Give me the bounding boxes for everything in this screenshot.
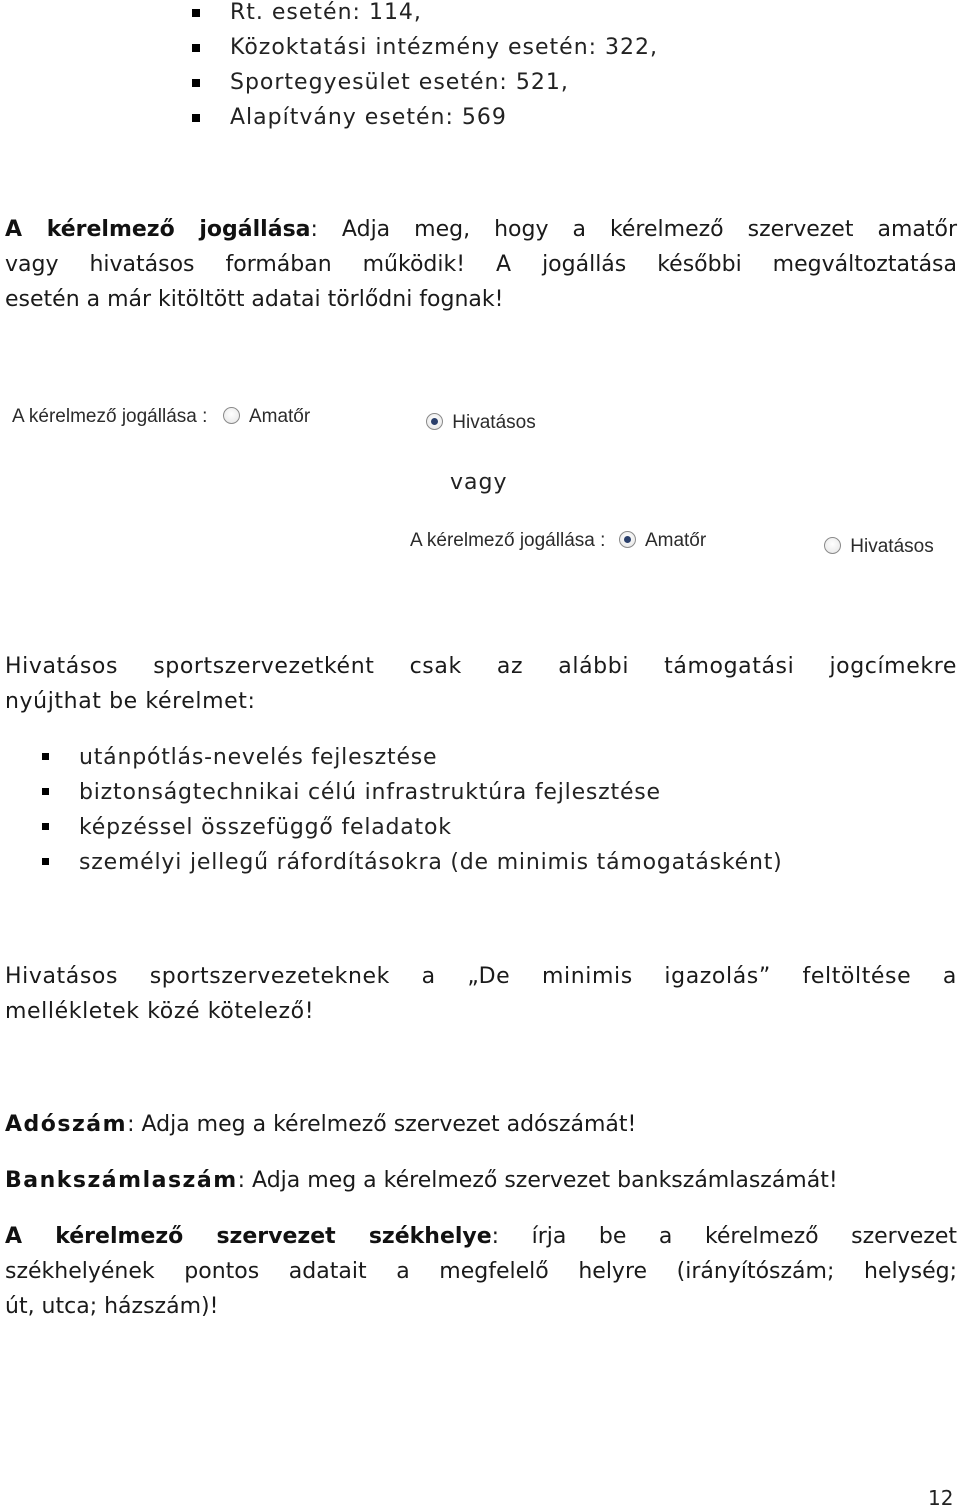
- szekhely-term: A kérelmező szervezet székhelye: [5, 1224, 492, 1249]
- szekhely-paragraph: [5, 1219, 957, 1324]
- jogallas-line-1: [5, 212, 957, 247]
- bullet-icon: [192, 79, 200, 87]
- jogallas-form-hivatasos: [12, 406, 310, 428]
- jogallas-form-hivatasos-option: [426, 412, 536, 434]
- list-item: képzéssel összefüggő feladatok: [79, 815, 452, 840]
- list-item: biztonságtechnikai célú infrastruktúra fejlesztése: [79, 780, 661, 805]
- adoszam-text: : Adja meg a kérelmező szervezet adószámát!: [127, 1112, 637, 1137]
- jogallas-sep: :: [310, 217, 318, 242]
- deminimis-line-1: Hivatásos sportszervezeteknek a „De minimis igazolás” feltöltése a: [5, 964, 957, 989]
- radio-amator-label: Amatőr: [644, 530, 707, 551]
- list-item: Sportegyesület esetén: 521,: [230, 70, 569, 95]
- bankszamla-term: Bankszámlaszám: [5, 1168, 238, 1193]
- radio-hivatasos-label: Hivatásos: [452, 412, 536, 433]
- page-number: 12: [928, 1486, 954, 1510]
- jogallas-line1-text: Adja meg, hogy a kérelmező szervezet amatőr: [317, 217, 957, 242]
- list-item: utánpótlás-nevelés fejlesztése: [79, 745, 438, 770]
- bullet-icon: [192, 44, 200, 52]
- jogallas-line-2: vagy hivatásos formában működik! A jogállás későbbi megváltoztatása: [5, 252, 957, 277]
- deminimis-paragraph: [5, 959, 957, 1029]
- szekhely-line-2: székhelyének pontos adatait a megfelelő helyre (irányítószám; helység;: [5, 1259, 957, 1284]
- jogallas-line-3: esetén a már kitöltött adatai törlődni fognak!: [5, 287, 504, 312]
- radio-amator[interactable]: [223, 407, 240, 424]
- radio-hivatasos[interactable]: [824, 537, 841, 554]
- bankszamla-text: : Adja meg a kérelmező szervezet bankszámlaszámát!: [237, 1168, 838, 1193]
- intro-line-2: nyújthat be kérelmet:: [5, 689, 256, 714]
- bullet-icon: [42, 753, 49, 760]
- radio-hivatasos[interactable]: [426, 413, 443, 430]
- hivatasos-intro: [5, 649, 957, 719]
- jogallas-term: A kérelmező jogállása: [5, 217, 311, 242]
- radio-amator-label: Amatőr: [248, 406, 311, 427]
- bullet-icon: [42, 788, 49, 795]
- szekhely-line-3: út, utca; házszám)!: [5, 1294, 219, 1319]
- form-label: A kérelmező jogállása :: [410, 530, 606, 551]
- jogallas-paragraph: [5, 212, 957, 317]
- list-item: személyi jellegű ráfordításokra (de minimis támogatásként): [79, 850, 783, 875]
- list-item: Közoktatási intézmény esetén: 322,: [230, 35, 659, 60]
- jogallas-form-amator: [410, 530, 706, 552]
- list-item: Rt. esetén: 114,: [230, 0, 422, 25]
- list-item: Alapítvány esetén: 569: [230, 105, 507, 130]
- radio-amator[interactable]: [619, 531, 636, 548]
- radio-hivatasos-label: Hivatásos: [850, 536, 934, 557]
- szekhely-line1-text: : írja be a kérelmező szervezet: [491, 1224, 957, 1249]
- or-text: vagy: [450, 470, 508, 495]
- jogallas-form-amator-option: [824, 536, 934, 558]
- adoszam-paragraph: [5, 1107, 957, 1142]
- intro-line-1: Hivatásos sportszervezetként csak az alábbi támogatási jogcímekre: [5, 654, 957, 679]
- form-label: A kérelmező jogállása :: [12, 406, 208, 427]
- bankszamla-paragraph: [5, 1163, 957, 1198]
- bullet-icon: [42, 858, 49, 865]
- bullet-icon: [42, 823, 49, 830]
- deminimis-line-2: mellékletek közé kötelező!: [5, 999, 315, 1024]
- szekhely-line-1: [5, 1219, 957, 1254]
- bullet-icon: [192, 9, 200, 17]
- bullet-icon: [192, 114, 200, 122]
- adoszam-term: Adószám: [5, 1112, 128, 1137]
